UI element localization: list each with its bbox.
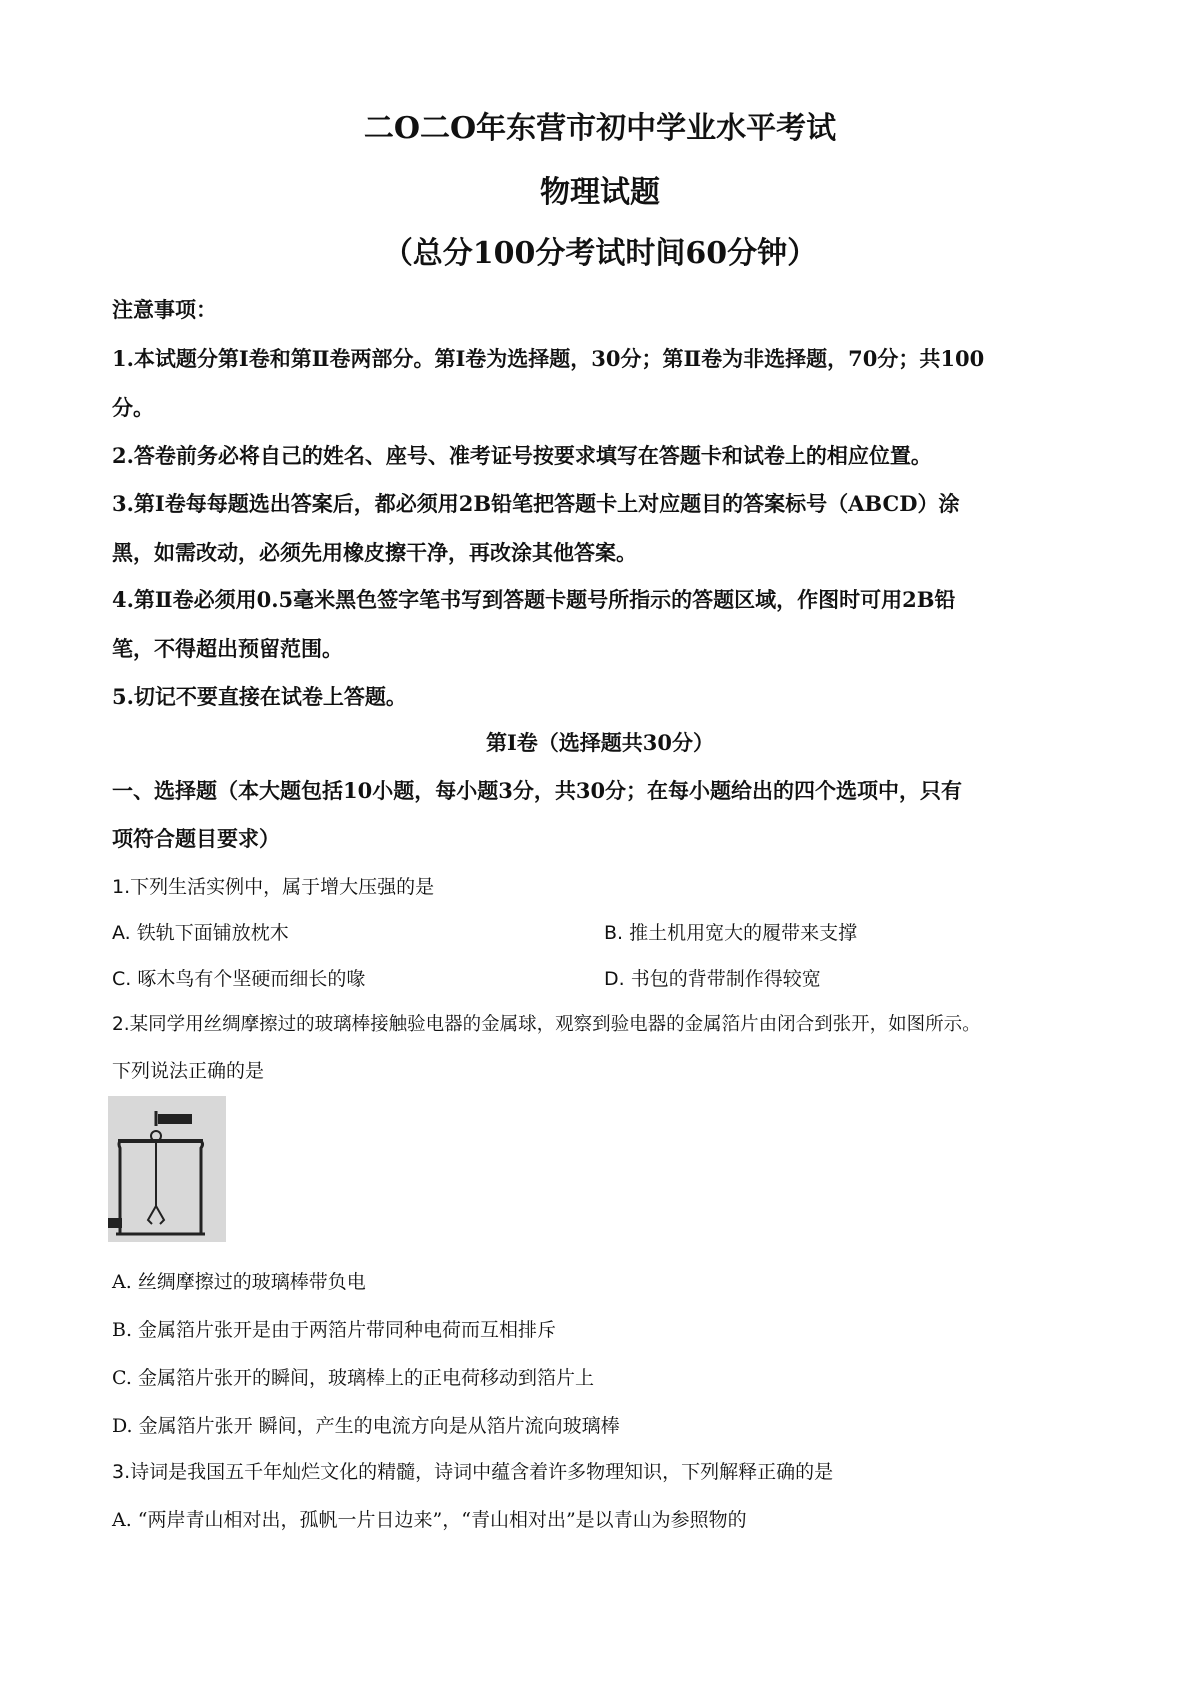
q2-option-b: B. 金属箔片张开是由于两箔片带同种电荷而互相排斥	[112, 1319, 557, 1341]
q2-option-a: A. 丝绸摩擦过的玻璃棒带负电	[112, 1271, 366, 1293]
section-instructions-cont: 项符合题目要求）	[112, 826, 280, 851]
electroscope-figure	[108, 1096, 226, 1242]
q3-option-a: A. “两岸青山相对出，孤帆一片日边来”，“青山相对出”是以青山为参照物的	[112, 1509, 747, 1531]
q1-option-c: C. 啄木鸟有个坚硬而细长的喙	[112, 968, 366, 990]
note-3-cont: 黑，如需改动，必须先用橡皮擦干净，再改涂其他答案。	[112, 540, 637, 565]
note-1-cont: 分。	[112, 395, 154, 420]
exam-title: 二O二O年东营市初中学业水平考试	[363, 111, 837, 146]
note-4: 4.第Ⅱ卷必须用0.5毫米黑色签字笔书写到答题卡题号所指示的答题区域，作图时可用2B铅	[112, 587, 956, 612]
note-3: 3.第Ⅰ卷每每题选出答案后，都必须用2B铅笔把答题卡上对应题目的答案标号（ABCD）涂	[112, 491, 960, 516]
q1-option-a: A. 铁轨下面铺放枕木	[112, 922, 289, 944]
electroscope-diagram	[108, 1096, 226, 1242]
subject-title: 物理试题	[540, 175, 660, 210]
q2-option-d: D. 金属箔片张开 瞬间，产生的电流方向是从箔片流向玻璃棒	[112, 1415, 620, 1437]
section-title: 第Ⅰ卷（选择题共30分）	[485, 730, 715, 755]
exam-meta: （总分100分考试时间60分钟）	[382, 236, 818, 271]
note-1: 1.本试题分第I卷和第Ⅱ卷两部分。第I卷为选择题，30分；第Ⅱ卷为非选择题，70分；共100	[112, 346, 985, 371]
note-2: 2.答卷前务必将自己的姓名、座号、准考证号按要求填写在答题卡和试卷上的相应位置。	[112, 443, 932, 468]
notes-heading: 注意事项：	[112, 297, 217, 322]
q1-option-b: B. 推土机用宽大的履带来支撑	[604, 922, 858, 944]
note-5: 5.切记不要直接在试卷上答题。	[112, 684, 407, 709]
q2-option-c: C. 金属箔片张开的瞬间，玻璃棒上的正电荷移动到箔片上	[112, 1367, 594, 1389]
q2-stem-cont: 下列说法正确的是	[112, 1060, 265, 1082]
note-4-cont: 笔，不得超出预留范围。	[112, 636, 343, 661]
q1-option-d: D. 书包的背带制作得较宽	[604, 968, 821, 990]
q3-stem: 3.诗词是我国五千年灿烂文化的精髓，诗词中蕴含着许多物理知识，下列解释正确的是	[112, 1461, 834, 1483]
section-instructions: 一、选择题（本大题包括10小题，每小题3分，共30分；在每小题给出的四个选项中，只有	[112, 778, 963, 803]
q1-stem: 1.下列生活实例中，属于增大压强的是	[112, 876, 435, 898]
q2-stem: 2.某同学用丝绸摩擦过的玻璃棒接触验电器的金属球，观察到验电器的金属箔片由闭合到张开，如图所示。	[112, 1014, 981, 1035]
